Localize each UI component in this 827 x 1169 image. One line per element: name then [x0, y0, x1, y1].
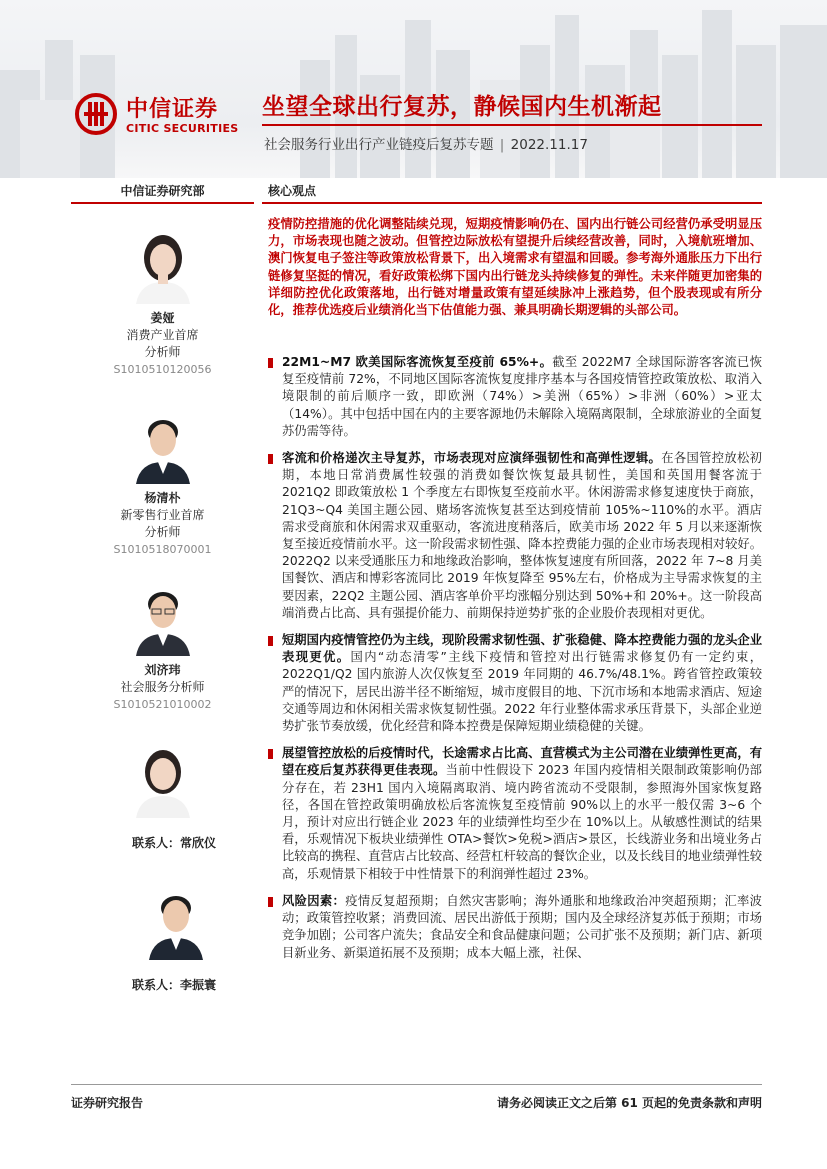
analyst-photo-avatar	[132, 228, 194, 304]
citic-logo	[74, 92, 254, 142]
key-point	[268, 354, 762, 440]
analyst-cert-number: S1010518070001	[113, 543, 212, 556]
analyst-title: 社会服务分析师	[120, 680, 205, 694]
key-points-list	[268, 354, 762, 972]
footer-disclaimer: 请务必阅读正文之后第 61 页起的免责条款和声明	[496, 1096, 762, 1110]
core-summary: 疫情防控措施的优化调整陆续兑现，短期疫情影响仍在、国内出行链公司经营仍承受明显压力，市场表现也随之波动。但管控边际放松有望提升后续经营改善，同时，入境航班增加、澳门恢复电子签注等政策放松背景下，出入境需求有望温和回暖。参考海外通胀压力下出行链修复坚挺的情况，看好政策松绑下国内出行链龙头持续修复的弹性。未来伴随更加密集的详细防控优化政策落地，出行链对增量政策有望延续脉冲上涨趋势，但个股表现或有所分化，推荐优选疫后业绩消化当下估值能力强、兼具明确长期逻辑的头部公司。	[268, 217, 762, 318]
report-subtitle	[264, 133, 588, 153]
bullet-marker-icon	[268, 636, 273, 646]
key-point-lead: 展望管控放松的后疫情时代，长途需求占比高、直营模式为主公司潜在业绩弹性更高，有望在疫后复苏获得更佳表现。	[282, 746, 762, 778]
key-point-body: 疫情反复超预期；自然灾害影响；海外通胀和地缘政治冲突超预期；汇率波动；政策管控收紧；消费回流、居民出游低于预期；国内及全球经济复苏低于预期；市场竞争加剧；公司客户流失；食品安全和食品健康问题；公司扩张不及预期；新门店、新项目新业务、新渠道拓展不及预期；成本大幅上涨，社保、	[282, 893, 762, 960]
analyst-card	[71, 228, 254, 378]
analyst-cert-number: S1010510120056	[113, 363, 212, 376]
core-divider	[262, 202, 762, 204]
key-point-body: 截至 2022M7 全球国际游客客流已恢复至疫情前 72%，不同地区国际客流恢复度排序基本与各国疫情管控政策放松、取消入境限制的前后顺序一致，即欧洲（74%）>美洲（65%）>非洲（60%）>亚太（14%）。其中包括中国在内的主要客源地仍未解除入境隔离限制，全球旅游业的全面复苏仍需等待。	[282, 355, 762, 438]
contact-label: 联系人：常欣仪	[132, 836, 217, 850]
contact-photo-avatar	[145, 884, 207, 960]
subtitle-separator: |	[499, 137, 505, 153]
title-divider	[262, 124, 762, 126]
citic-logo-mark-icon	[74, 92, 118, 136]
bullet-marker-icon	[268, 749, 273, 759]
key-point-lead: 客流和价格递次主导复苏，市场表现对应演绎强韧性和高弹性逻辑。	[282, 451, 662, 466]
analyst-title: 消费产业首席	[126, 328, 199, 342]
core-view-heading: 核心观点	[268, 184, 317, 198]
analyst-card	[71, 580, 254, 713]
analyst-name: 杨清朴	[144, 491, 181, 505]
analyst-title: 新零售行业首席	[120, 508, 205, 522]
key-point-lead: 22M1~M7 欧美国际客流恢复至疫前 65%+。	[282, 355, 553, 369]
bullet-marker-icon	[268, 897, 273, 907]
report-date: 2022.11.17	[510, 137, 588, 153]
title-block	[262, 88, 762, 121]
analyst-photo-avatar	[132, 408, 194, 484]
report-series: 社会服务行业出行产业链疫后复苏专题	[264, 137, 494, 153]
key-point	[268, 632, 762, 735]
sidebar-divider	[71, 202, 254, 204]
brand-name-cn: 中信证券	[126, 97, 219, 122]
contact-photo-avatar	[132, 742, 194, 818]
key-point-lead: 风险因素：	[282, 893, 346, 908]
footer-divider	[71, 1084, 762, 1085]
key-point-body: 国内“动态清零”主线下疫情和管控对出行链需求修复仍有一定约束，2022Q1/Q2 国内旅游人次仅恢复至 2019 年同期的 46.7%/48.1%。跨省管控政策较严的情况下，居民出游半径不断缩短，城市度假目的地、下沉市场和本地需求酒店、短途交通等周边和休闲相关需求恢复韧性强。2022 年行业整体需求承压背景下，头部企业逆势扩张节奏放缓，优化经营和降本控费是保障短期业绩稳健的关键。	[282, 650, 762, 734]
analyst-name: 刘济玮	[144, 663, 181, 677]
bullet-marker-icon	[268, 358, 273, 368]
analyst-photo-avatar	[132, 580, 194, 656]
contact-label: 联系人：李振寰	[132, 978, 217, 992]
brand-name-en: CITIC SECURITIES	[126, 122, 239, 135]
department-heading: 中信证券研究部	[120, 184, 205, 198]
key-point	[268, 450, 762, 622]
analyst-card	[71, 408, 254, 558]
key-point-body: 当前中性假设下 2023 年国内疫情相关限制政策影响仍部分存在，若 23H1 国内入境隔离取消、境内跨省流动不受限制，参照海外国家恢复路径，各国在管控政策明确放松后客流恢复至疫情前 90%以上的水平一般仅需 3~6 个月，预计对应出行链企业 2023 年的业绩弹性均至少在 10%以上。从敏感性测试的结果看，乐观情况下板块业绩弹性 OTA>餐饮>免税>酒店>景区，长线游业务和出境业务占比较高的携程、直营店占比较高、经营杠杆较高的餐饮企业，以及长线目的地业绩弹性较高，乐观情景下相较于中性情景下的利润弹性超过 23%。	[282, 763, 762, 881]
key-point-lead: 短期国内疫情管控仍为主线，现阶段需求韧性强、扩张稳健、降本控费能力强的龙头企业表现更优。	[282, 633, 762, 665]
analyst-title-2: 分析师	[144, 525, 181, 539]
analyst-name: 姜娅	[150, 311, 175, 325]
bullet-marker-icon	[268, 454, 273, 464]
key-point	[268, 893, 762, 962]
key-point	[268, 745, 762, 883]
footer-report-type: 证券研究报告	[71, 1096, 144, 1110]
analyst-cert-number: S1010521010002	[113, 698, 212, 711]
report-title: 坐望全球出行复苏，静候国内生机渐起	[262, 94, 662, 120]
key-point-body: 在各国管控放松初期，本地日常消费属性较强的消费如餐饮恢复最具韧性，美国和英国用餐客流于 2021Q2 即政策放松 1 个季度左右即恢复至疫前水平。休闲游需求修复速度快于商旅，21Q3~Q4 美国主题公园、赌场客流恢复甚至达到疫情前 105%~110%的水平。酒店需求受商旅和休闲需求双重驱动，客流进度稍落后，欧美市场 2022 年 5 月以来逐渐恢复至接近疫情前水平。这一阶段需求韧性强、降本控费能力强的企业市场表现相对较好。2022Q2 以来受通胀压力和地缘政治影响，整体恢复速度有所回落，2022 年 7~8 月美国餐饮、酒店和博彩客流同比 2019 年恢复降至 95%左右，价格成为主导需求恢复的主要因素，22Q2 主题公园、酒店客单价平均涨幅分别达到 50%+和 20%+。这一阶段高端消费占比高、具有强提价能力、前期保持逆势扩张的企业股价表现相对更优。	[282, 451, 762, 620]
analyst-title-2: 分析师	[144, 345, 181, 359]
